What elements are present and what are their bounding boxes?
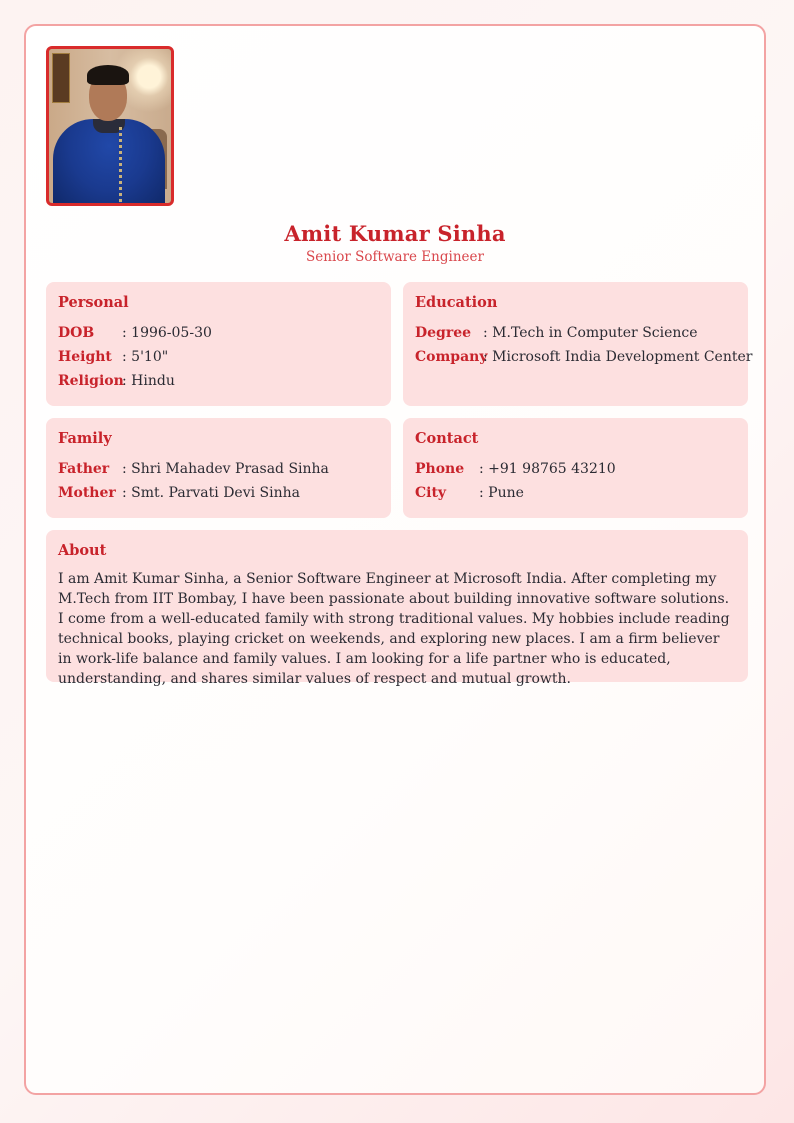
info-row-father: [58, 457, 379, 481]
row-label: City: [415, 485, 447, 501]
info-row-height: [58, 345, 379, 369]
row-value: : Pune: [479, 485, 524, 501]
row-label: Phone: [415, 461, 465, 477]
row-value: : Microsoft India Development Center: [483, 349, 753, 365]
profile-photo: [46, 46, 174, 206]
section-family: [46, 418, 391, 518]
section-personal: [46, 282, 391, 406]
row-value: : Hindu: [122, 373, 175, 389]
info-row-phone: [415, 457, 736, 481]
info-row-degree: [415, 321, 736, 345]
row-value: : Shri Mahadev Prasad Sinha: [122, 461, 329, 477]
section-heading: About: [58, 542, 107, 559]
photo-placket: [119, 127, 122, 206]
row-label: Father: [58, 461, 110, 477]
photo-hair: [87, 65, 129, 85]
row-value: : 5'10": [122, 349, 169, 365]
info-row-company: [415, 345, 753, 369]
biodata-card: [24, 24, 766, 1095]
row-value: : +91 98765 43210: [479, 461, 616, 477]
info-row-dob: [58, 321, 379, 345]
section-contact: [403, 418, 748, 518]
row-label: Mother: [58, 485, 116, 501]
section-heading: Contact: [415, 430, 479, 447]
photo-wall-frame: [52, 53, 70, 103]
row-label: Company: [415, 349, 488, 365]
row-label: Degree: [415, 325, 472, 341]
info-row-city: [415, 481, 736, 505]
row-label: DOB: [58, 325, 95, 341]
row-value: : M.Tech in Computer Science: [483, 325, 698, 341]
row-value: : Smt. Parvati Devi Sinha: [122, 485, 300, 501]
row-label: Height: [58, 349, 112, 365]
section-heading: Personal: [58, 294, 129, 311]
profile-name: Amit Kumar Sinha: [284, 221, 506, 246]
section-heading: Family: [58, 430, 112, 447]
row-value: : 1996-05-30: [122, 325, 212, 341]
section-education: [403, 282, 753, 406]
info-row-religion: [58, 369, 379, 393]
about-paragraph: I am Amit Kumar Sinha, a Senior Software Engineer at Microsoft India. After completing my M.Tech from IIT Bombay, I have been passionate about building innovative software solutions. I come from a well-educated family with strong traditional values. My hobbies include reading technical books, playing cricket on weekends, and exploring new places. I am a firm believer in work-life balance and family values. I am looking for a life partner who is educated, understanding, and shares similar values of respect and mutual growth.: [58, 571, 730, 687]
section-heading: Education: [415, 294, 498, 311]
row-label: Religion: [58, 373, 124, 389]
profile-title: Senior Software Engineer: [306, 249, 484, 265]
section-about: [46, 530, 748, 687]
info-row-mother: [58, 481, 379, 505]
